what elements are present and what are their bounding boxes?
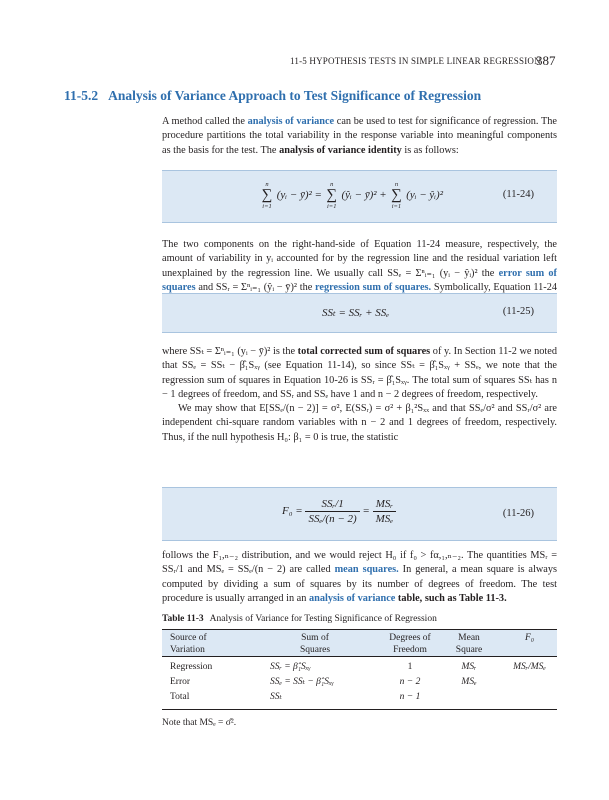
term-error-sum-of-squares: error sum of squares [162, 267, 557, 294]
header-line: Mean [458, 633, 480, 643]
term-regression-sum-of-squares: regression sum of squares. [315, 282, 432, 294]
section-title: Analysis of Variance Approach to Test Significance of Regression [108, 88, 482, 103]
text-run: A method called the [162, 116, 248, 127]
equation-number: (11-24) [502, 189, 534, 200]
f-distribution-paragraph [162, 549, 557, 607]
equation-number: (11-26) [502, 508, 534, 519]
table-cell: MSᵣ [461, 662, 477, 672]
term-total-corrected-ss: total corrected sum of squares [297, 346, 431, 357]
equation-number: (11-25) [502, 306, 534, 317]
table-bottom-rule [162, 709, 557, 710]
text-run: follows the F₁,ₙ₋₂ distribution, and we would reject H₀ if f₀ > fα,₁,ₙ₋₂. The quantities MSᵣ = SSᵣ/1 and MSₑ = SSₑ/(n − 2) are called [162, 550, 557, 576]
sum-upper: n [265, 181, 269, 188]
header-df [380, 632, 440, 656]
header-line: Square [455, 645, 483, 655]
expectation-paragraph: We may show that E[SSₑ/(n − 2)] = σ², E(SSᵣ) = σ² + β₁²Sₓₓ and that SSₑ/σ² and SSᵣ/σ² are independent chi-square random variables with n − 2 and 1 degrees of freedom, respectively. Thus, if the null hypothesis H₀: β₁ = 0 is true, the statistic [162, 403, 557, 443]
summation-symbol: ∑ n i=1 [391, 181, 402, 210]
eq-term-regression: (ŷᵢ − ȳ)² + [341, 189, 387, 202]
term-anova-identity: analysis of variance identity [279, 144, 402, 156]
eq-term-error: (yᵢ − ŷᵢ)² [406, 189, 444, 202]
sum-upper: n [330, 181, 334, 188]
table-label: Table 11-3 [162, 614, 204, 624]
header-f0 [502, 632, 557, 644]
summation-symbol: ∑ n i=1 [326, 181, 338, 210]
equation-11-25 [162, 293, 557, 333]
text-run: where SSₜ = Σⁿᵢ₌₁ (yᵢ − ȳ)² is the [162, 346, 298, 357]
header-source [170, 632, 207, 656]
table-cell: MSₑ [461, 677, 477, 687]
intro-paragraph [162, 115, 557, 158]
text-run: of y. In Section 11-2 we noted that SSₑ = SSₜ − β̂₁Sₓᵧ (see Equation 11-14), so since SSₜ = β̂₁Sₓᵧ + SSₑ, we note that the regression sum of squares in Equation 10-26 is SSᵣ = β̂₁Sₓᵧ. The total sum of squares SSₜ has n − 1 degrees of freedom, and SSᵣ and SSₑ have 1 and n − 2 degrees of freedom, respectively. [162, 346, 557, 401]
table-cell: Regression [170, 662, 213, 672]
header-line: Variation [170, 645, 205, 655]
section-heading [64, 88, 481, 104]
term-analysis-of-variance: analysis of variance [308, 593, 396, 605]
sum-upper: n [394, 181, 399, 188]
text-run: In general, a mean square is always computed by dividing a sum of squares by its number of degrees of freedom. The test procedure is usually arranged in an [162, 564, 558, 605]
eq-equals: = [362, 505, 370, 518]
text-run: The two components on the right-hand-side of Equation 11-24 measure, respectively, the amount of variability in yᵢ accounted for by the regression line and the residual variation left unexplained by the regression line. We usually call SSₑ = Σⁿᵢ₌₁ (yᵢ − ŷᵢ)² the [162, 239, 557, 279]
table-cell: Error [170, 677, 191, 687]
table-caption [162, 614, 437, 624]
table-cell: n − 1 [399, 692, 421, 702]
term-analysis-of-variance: analysis of variance [247, 116, 335, 127]
frac-numerator: SSᵣ/1 [305, 498, 359, 512]
header-line: Source of [170, 633, 207, 643]
sum-lower: i=1 [262, 203, 272, 210]
sum-lower: i=1 [391, 203, 402, 210]
table-cell: MSᵣ/MSₑ [513, 662, 546, 672]
text-run: Symbolically, Equation 11-24 [433, 282, 557, 294]
frac-numerator: MSᵣ [373, 498, 397, 512]
equation-11-26 [162, 487, 557, 541]
frac-denominator: SSₑ/(n − 2) [308, 513, 357, 525]
header-line: Sum of [301, 633, 329, 643]
frac-denominator: MSₑ [375, 513, 394, 525]
table-cell: Total [170, 692, 190, 702]
header-line: F₀ [524, 633, 535, 643]
table-title: Analysis of Variance for Testing Significance of Regression [209, 614, 437, 624]
header-sum [270, 632, 360, 656]
table-cell: 1 [407, 662, 413, 672]
fraction-ss [305, 498, 359, 525]
term-table: table, such as Table 11-3. [395, 593, 507, 605]
page-number: 387 [536, 53, 556, 68]
summation-symbol: ∑ n i=1 [261, 181, 273, 210]
header-line: Squares [299, 645, 331, 655]
eq-sst: SSₜ = SSᵣ + SSₑ [322, 307, 390, 319]
table-cell: SSₑ = SSₜ − β̂₁Sₓᵧ [270, 677, 334, 687]
table-cell: n − 2 [399, 677, 421, 687]
fraction-ms [373, 498, 397, 525]
total-ss-paragraph [162, 345, 557, 403]
table-cell: SSₜ [270, 692, 282, 702]
running-head: 11-5 HYPOTHESIS TESTS IN SIMPLE LINEAR REGRESSION [290, 56, 541, 66]
section-number: 11-5.2 [64, 88, 99, 103]
text-run: is as follows: [401, 144, 459, 156]
table-header-rule [162, 656, 557, 657]
text-run: and SSᵣ = Σⁿᵢ₌₁ (ŷᵢ − ȳ)² the [195, 282, 316, 294]
header-line: Degrees of [389, 633, 431, 643]
table-cell: SSᵣ = β̂₁Sₓᵧ [270, 662, 311, 672]
term-mean-squares: mean squares. [334, 564, 399, 576]
text-run: can be used to test for significance of regression. The procedure partitions the total variability in the response variable into meaningful components as the basis for the test. The [162, 116, 557, 156]
table-note: Note that MSₑ = σ̂². [162, 718, 237, 728]
header-line: Freedom [393, 645, 427, 655]
header-ms [444, 632, 494, 656]
sum-lower: i=1 [327, 203, 337, 210]
equation-11-24 [162, 170, 557, 223]
eq-lhs: (yᵢ − ȳ)² = [276, 189, 322, 202]
eq-f0-lhs: F₀ = [282, 505, 303, 518]
